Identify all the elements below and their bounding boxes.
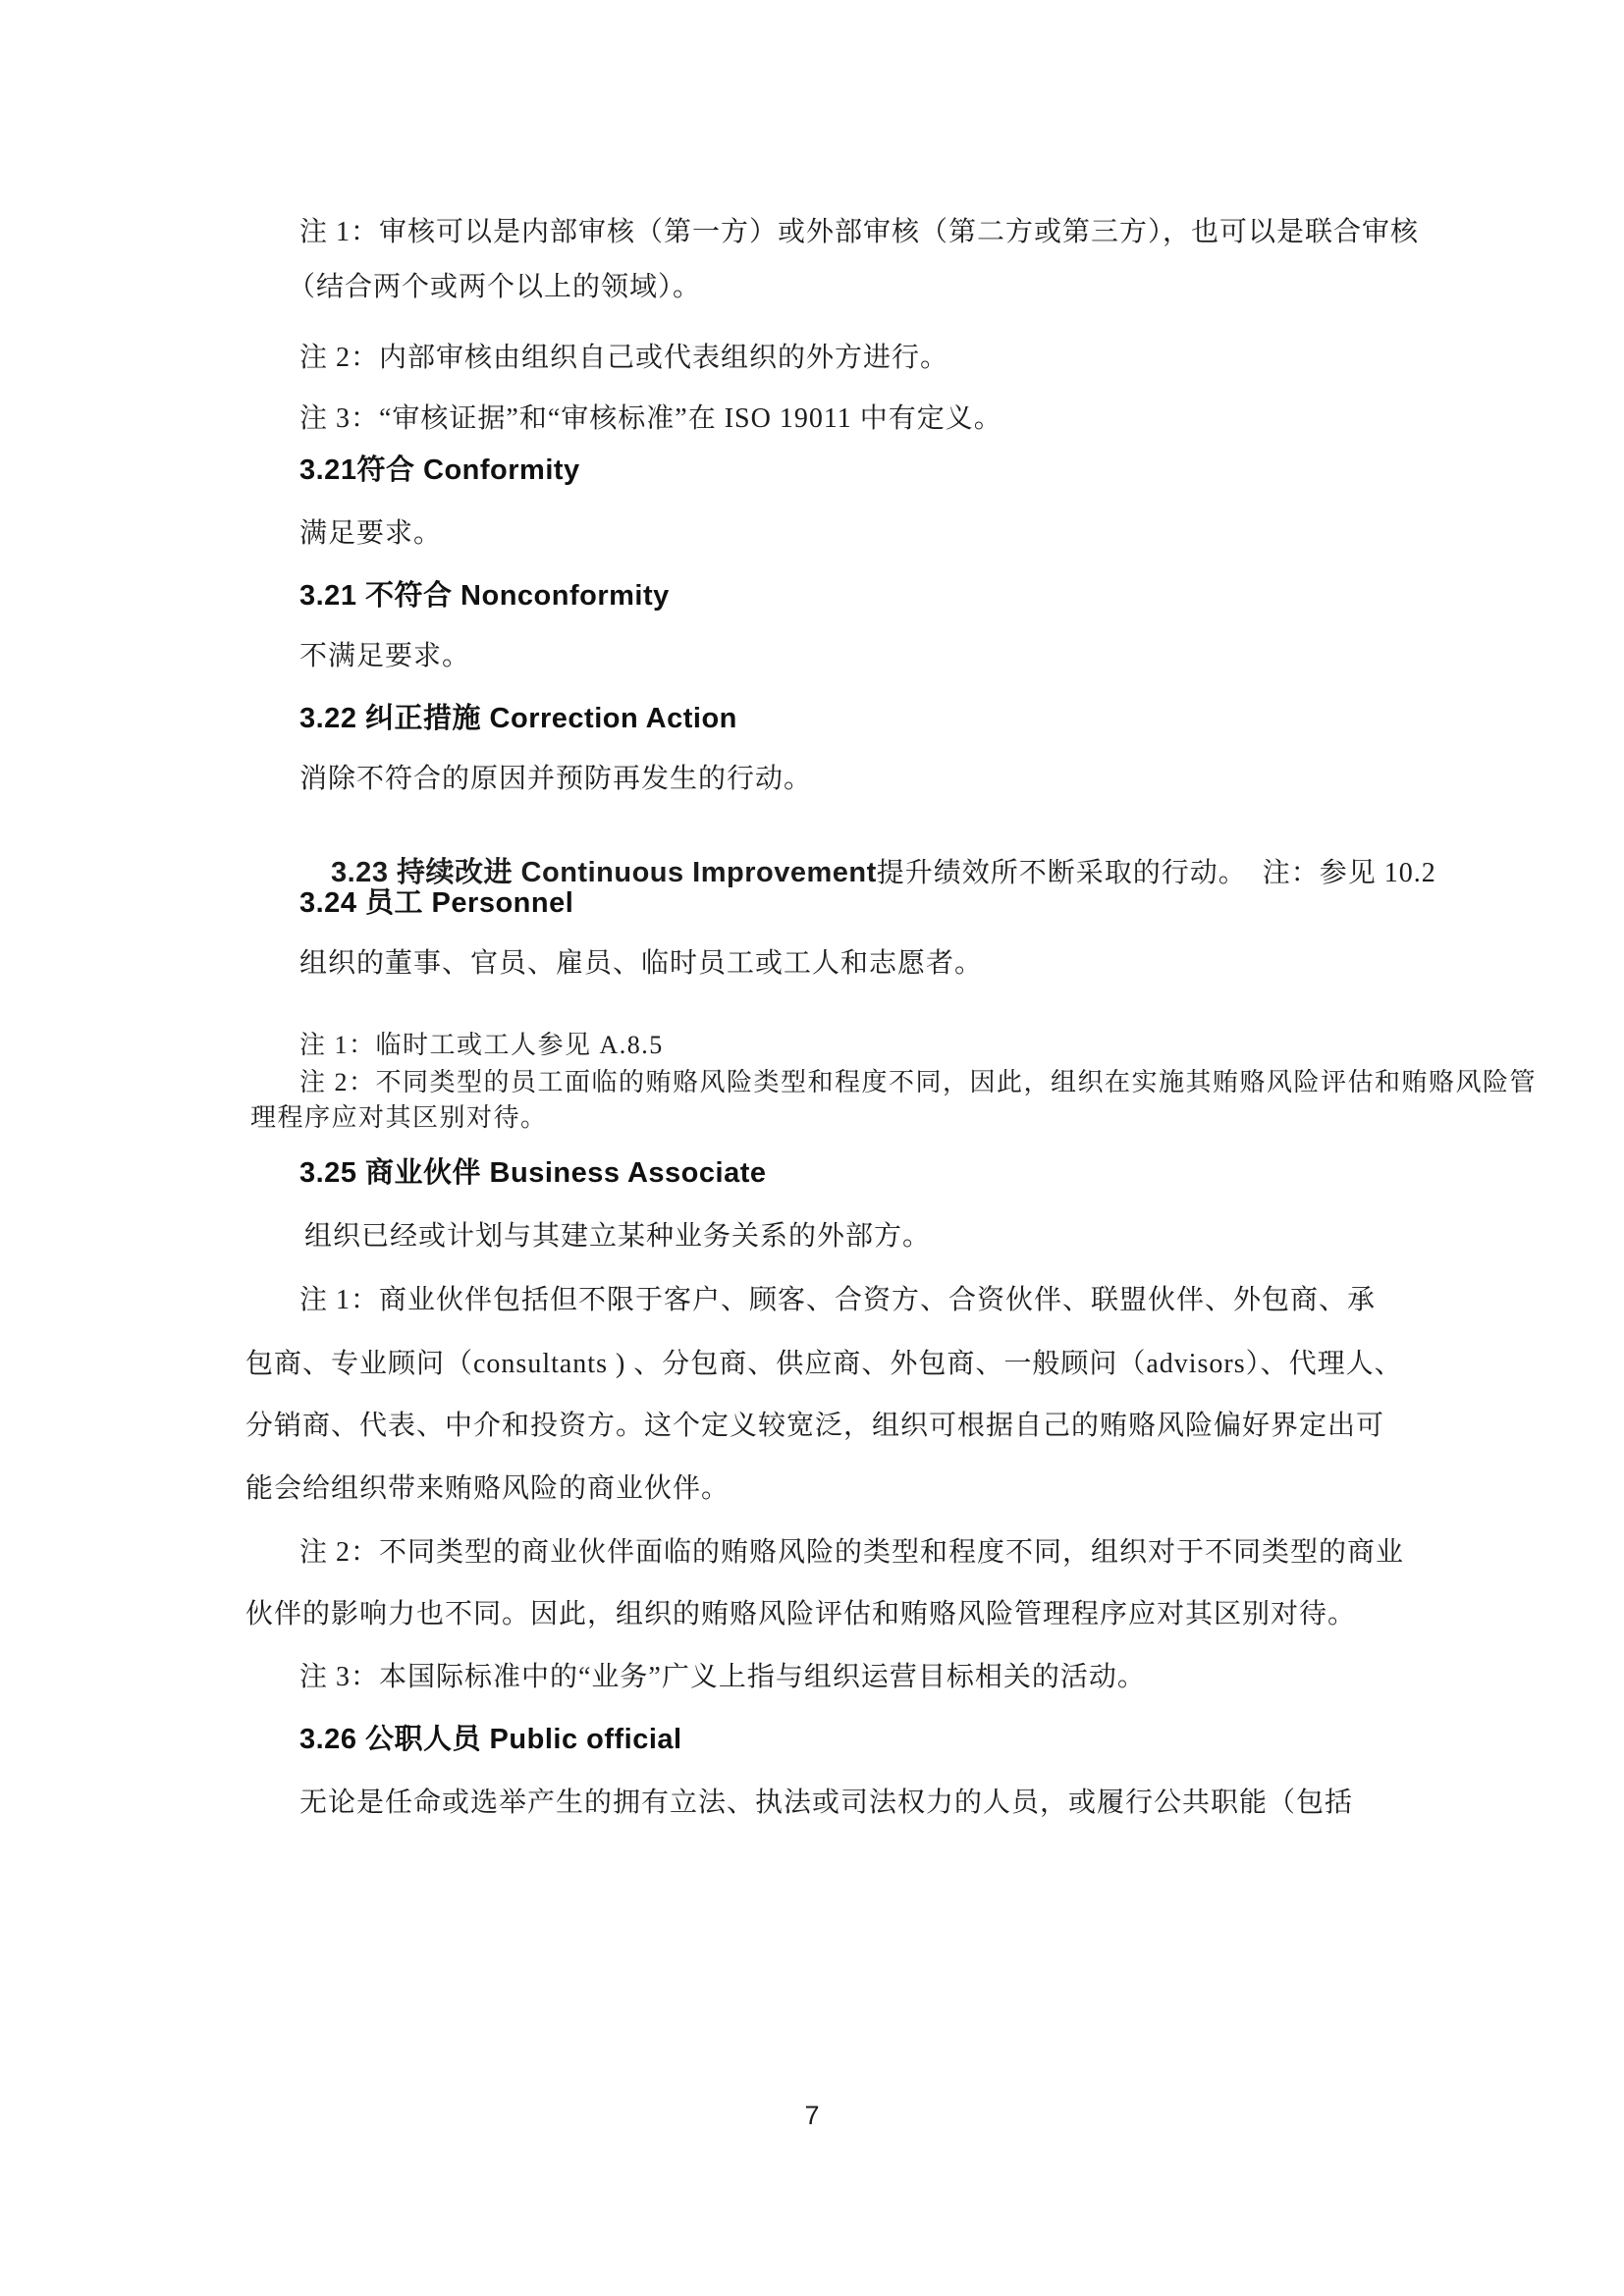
page-number: 7 bbox=[804, 2101, 820, 2130]
body-line: 不满足要求。 bbox=[299, 641, 471, 671]
heading-text: 3.23 持续改进 Continuous Improvement bbox=[331, 857, 877, 888]
note-line: 注 1：审核可以是内部审核（第一方）或外部审核（第二方或第三方），也可以是联合审核 bbox=[299, 217, 1420, 247]
note-line: 注 1：临时工或工人参见 A.8.5 bbox=[299, 1031, 664, 1059]
note-line: 注 2：不同类型的商业伙伴面临的贿赂风险的类型和程度不同，组织对于不同类型的商业 bbox=[299, 1537, 1405, 1568]
note-line: 包商、专业顾问（consultants ) 、分包商、供应商、外包商、一般顾问（advisors）、代理人、 bbox=[245, 1349, 1403, 1379]
note-line: （结合两个或两个以上的领域）。 bbox=[288, 272, 702, 302]
body-line: 组织已经或计划与其建立某种业务关系的外部方。 bbox=[304, 1221, 932, 1252]
section-heading-3-21-conformity: 3.21符合 Conformity bbox=[299, 454, 580, 486]
section-heading-3-22-correction-action: 3.22 纠正措施 Correction Action bbox=[299, 703, 737, 734]
body-line: 组织的董事、官员、雇员、临时员工或工人和志愿者。 bbox=[299, 948, 984, 979]
note-line: 注 3：本国际标准中的“业务”广义上指与组织运营目标相关的活动。 bbox=[299, 1662, 1146, 1692]
body-line: 消除不符合的原因并预防再发生的行动。 bbox=[299, 764, 813, 794]
body-text: 提升绩效所不断采取的行动。 注：参见 10.2 bbox=[876, 858, 1436, 888]
note-line: 能会给组织带来贿赂风险的商业伙伴。 bbox=[245, 1473, 731, 1504]
note-line: 伙伴的影响力也不同。因此，组织的贿赂风险评估和贿赂风险管理程序应对其区别对待。 bbox=[245, 1599, 1357, 1629]
body-line: 满足要求。 bbox=[299, 518, 443, 549]
section-heading-3-25-business-associate: 3.25 商业伙伴 Business Associate bbox=[299, 1157, 767, 1189]
section-heading-3-26-public-official: 3.26 公职人员 Public official bbox=[299, 1724, 682, 1755]
note-line: 分销商、代表、中介和投资方。这个定义较宽泛，组织可根据自己的贿赂风险偏好界定出可 bbox=[245, 1411, 1385, 1441]
body-line: 无论是任命或选举产生的拥有立法、执法或司法权力的人员，或履行公共职能（包括 bbox=[299, 1788, 1354, 1818]
section-heading-3-21-nonconformity: 3.21 不符合 Nonconformity bbox=[299, 580, 670, 612]
note-line: 理程序应对其区别对待。 bbox=[250, 1103, 548, 1132]
note-line: 注 1：商业伙伴包括但不限于客户、顾客、合资方、合资伙伴、联盟伙伴、外包商、承 bbox=[299, 1285, 1377, 1315]
note-line: 注 2：内部审核由组织自己或代表组织的外方进行。 bbox=[299, 343, 949, 373]
note-line: 注 3：“审核证据”和“审核标准”在 ISO 19011 中有定义。 bbox=[299, 403, 1002, 434]
section-heading-3-24-personnel: 3.24 员工 Personnel bbox=[299, 887, 574, 919]
note-line: 注 2：不同类型的员工面临的贿赂风险类型和程度不同，因此，组织在实施其贿赂风险评估和贿赂风险管 bbox=[299, 1068, 1538, 1096]
